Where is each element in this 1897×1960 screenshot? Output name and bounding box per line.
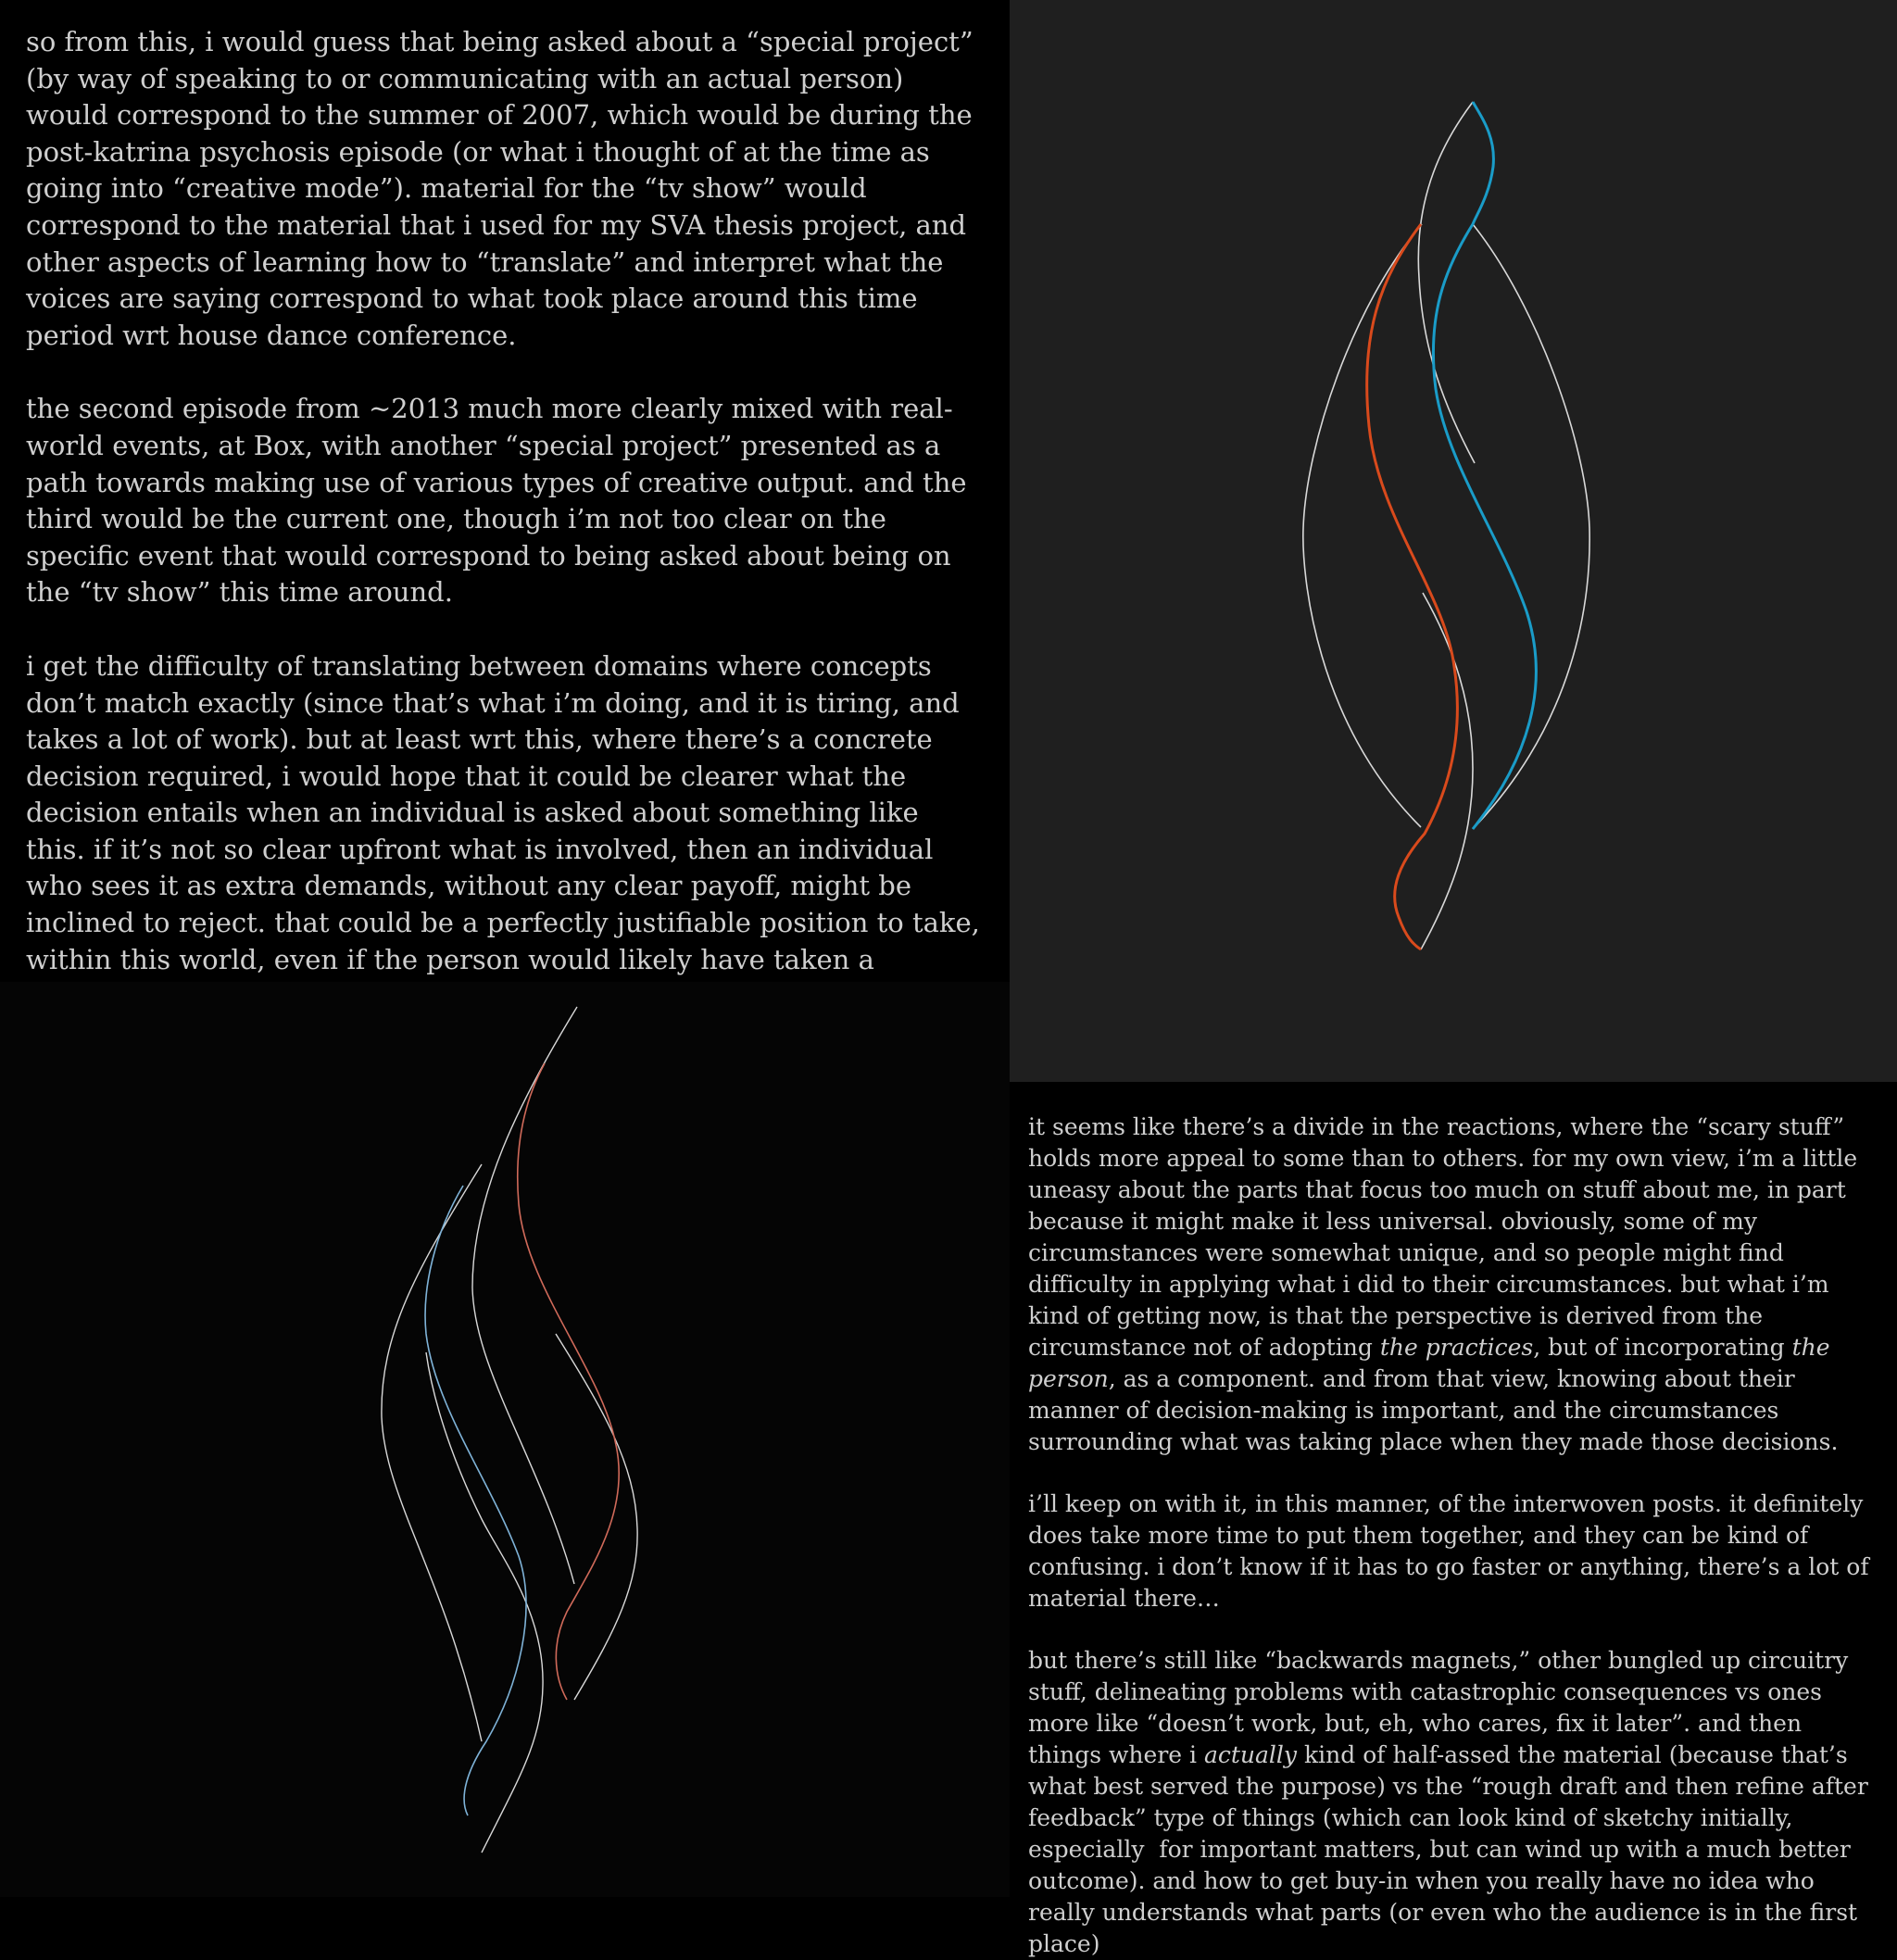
paragraph-1: so from this, i would guess that being asked about a “special project” (by way of speaking to or communicating with an actual person) would correspond to the summer of 2007, which would be during the post-katrina psychosis episode (or what i thought of at the time as going into “creative mode”). material for the “tv show” would correspond to the material that i used for my SVA thesis project, and other aspects of learning how to “translate” and interpret what the voices are saying correspond to what took place around this time period wrt house dance conference. xyxy=(26,26,982,351)
paragraph-5: i’ll keep on with it, in this manner, of the interwoven posts. it definitely does take more time to put them together, and they can be kind of confusing. i don’t know if it has to go faster or anything, there’s a lot of material there… xyxy=(1028,1490,1877,1612)
paragraph-6-part-a: but there’s still like “backwards magnets,” other bungled up circuitry stuff, delineating problems with catastrophic consequences vs ones more like “doesn’t work, but, eh, who cares, fix it later”. and then things where i xyxy=(1028,1647,1856,1768)
thin-white-curve-2 xyxy=(382,1164,482,1741)
paragraph-3: i get the difficulty of translating between domains where concepts don’t match exactly (since that’s what i’m doing, and it is tiring, and takes a lot of work). but at least wrt this, where there’s a concrete decision required, i would hope that it could be clearer what the decision entails when an individual is asked about something like this. if it’s not so clear upfront what is involved, then an individual who sees it as extra demands, without any clear payoff, might be inclined to reject. that could be a perfectly justifiable position to take, within this world, even if the person would likely have taken a xyxy=(26,649,980,975)
paragraph-2: the second episode from ~2013 much more clearly mixed with real-world events, at Box, with another “special project” presented as a path towards making use of various types of creative output. and the third would be the current one, though i’m not too clear on the specific event that would correspond to being asked about being on the “tv show” this time around. xyxy=(26,393,975,609)
paragraph-6-part-b: kind of half-assed the material (because that’s what best served the purpose) vs the “rough draft and then refine after feedback” type of things (which can look kind of sketchy initially, especially for important matters, but can wind up with a much better outcome). and how to get buy-in when you really have no idea who really understands what parts (or even who the audience is in the first place) xyxy=(1028,1741,1876,1957)
paragraph-6 xyxy=(1028,1645,1880,1960)
thin-pale-red-curve xyxy=(518,1063,620,1700)
paragraph-4-part-a: it seems like there’s a divide in the reactions, where the “scary stuff” holds more appeal to some than to others. for my own view, i’m a little uneasy about the parts that focus too much on stuff about me, in part because it might make it less universal. obviously, some of my circumstances were somewhat unique, and so people might find difficulty in applying what i did to their circumstances. but what i’m kind of getting now, is that the perspective is derived from the circumstance not of adopting xyxy=(1028,1113,1866,1361)
thin-pale-blue-curve xyxy=(425,1186,526,1816)
emphasis-the-practices: the practices xyxy=(1379,1334,1534,1361)
outer-right-white-curve xyxy=(1473,224,1589,829)
thin-white-curve-1 xyxy=(472,1007,577,1584)
thin-white-curve-4 xyxy=(426,1352,543,1853)
paragraph-4-part-c: , as a component. and from that view, knowing about their manner of decision-making is important, and the circumstances surrounding what was taking place when they made those decisions. xyxy=(1028,1365,1839,1455)
illustration-panel-top-right xyxy=(1010,0,1897,1082)
inner-white-s-curve-upper xyxy=(1418,102,1475,463)
paragraph-4 xyxy=(1028,1112,1880,1458)
flame-drawing-top xyxy=(1010,0,1897,1082)
emphasis-the-person: the person xyxy=(1028,1334,1838,1392)
outer-left-white-curve xyxy=(1303,224,1422,827)
text-panel-top-left xyxy=(0,0,1010,982)
orange-s-curve xyxy=(1367,224,1458,949)
flame-drawing-bottom xyxy=(0,982,1010,1897)
inner-white-s-curve-lower xyxy=(1421,593,1473,949)
illustration-panel-bottom-left xyxy=(0,982,1010,1897)
emphasis-actually: actually xyxy=(1203,1741,1298,1768)
blue-s-curve xyxy=(1433,102,1536,829)
text-panel-bottom-right xyxy=(1010,1082,1897,1957)
paragraph-4-part-b: , but of incorporating xyxy=(1533,1334,1792,1361)
